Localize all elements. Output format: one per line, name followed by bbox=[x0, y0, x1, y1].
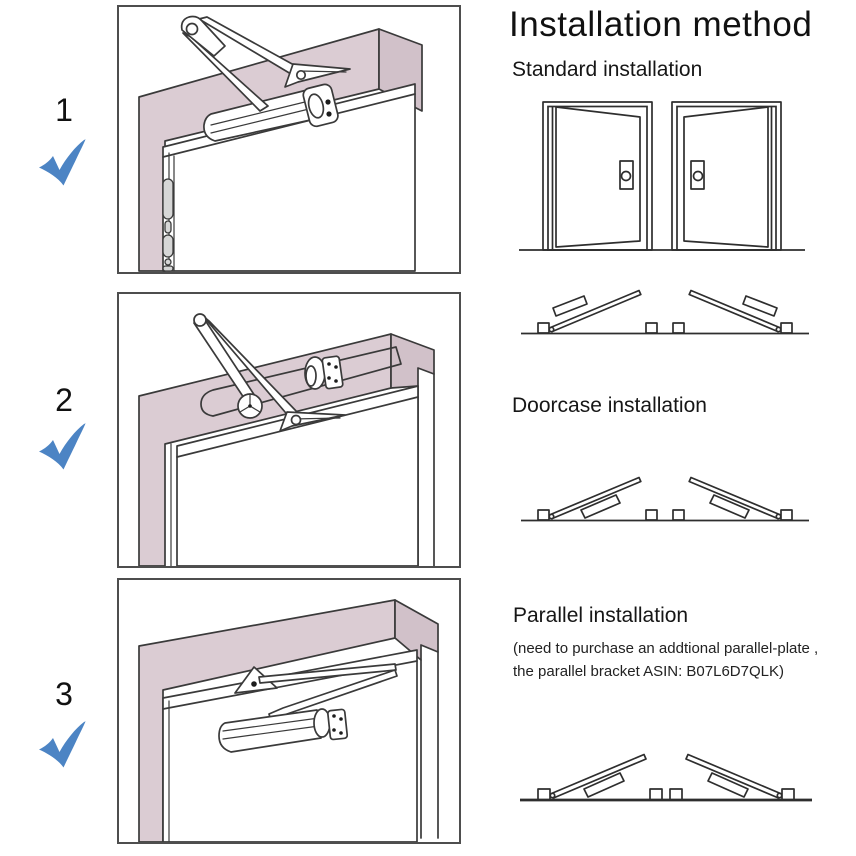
panel-standard-installation-illustration bbox=[117, 5, 461, 274]
parallel-note-line2: the parallel bracket ASIN: B07L6D7QLK) bbox=[513, 663, 784, 680]
doorcase-installation-heading: Doorcase installation bbox=[512, 394, 707, 417]
arm-top-pivot bbox=[194, 314, 206, 326]
standard-installation-heading: Standard installation bbox=[512, 58, 703, 81]
checkmark-icon bbox=[36, 136, 88, 188]
doors-front-view-diagram bbox=[517, 90, 807, 258]
panel-doorcase-installation-illustration bbox=[117, 292, 461, 568]
right-door-top-view bbox=[670, 755, 794, 801]
parallel-note-line1: (need to purchase an addtional parallel-plate , bbox=[513, 640, 819, 657]
step-3-number: 3 bbox=[55, 676, 73, 712]
top-view-standard-diagram bbox=[519, 283, 811, 339]
door-closer-standard-drawing bbox=[119, 7, 459, 272]
parallel-installation-heading: Parallel installation bbox=[513, 604, 689, 627]
checkmark-icon bbox=[36, 718, 88, 770]
step-1-number: 1 bbox=[55, 92, 73, 128]
right-door-top-view bbox=[673, 478, 792, 521]
door-closer-parallel-drawing bbox=[119, 580, 459, 842]
left-door-top-view bbox=[538, 291, 657, 334]
door-frame-lintel-end bbox=[391, 334, 434, 388]
page-title: Installation method bbox=[509, 5, 813, 44]
closer-on-door bbox=[553, 296, 587, 316]
step-2-number: 2 bbox=[55, 382, 73, 418]
top-view-parallel-diagram bbox=[518, 744, 814, 806]
left-door-top-view bbox=[538, 755, 662, 801]
checkmark-icon bbox=[36, 420, 88, 472]
door-closer-doorcase-drawing bbox=[119, 294, 459, 566]
checkmark-icon bbox=[39, 139, 86, 185]
right-door-top-view bbox=[673, 291, 792, 334]
panel-parallel-installation-illustration bbox=[117, 578, 461, 844]
top-view-doorcase-diagram bbox=[519, 470, 811, 526]
left-door bbox=[543, 102, 652, 250]
left-door-top-view bbox=[538, 478, 657, 521]
right-door bbox=[672, 102, 781, 250]
